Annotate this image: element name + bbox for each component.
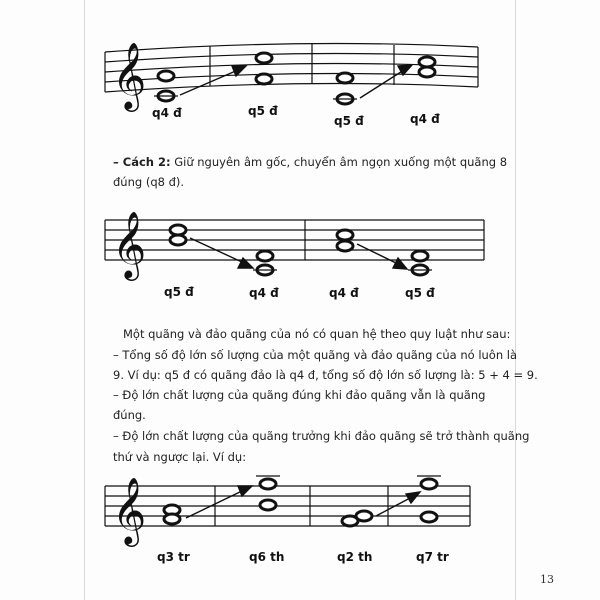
body-line: thứ và ngược lại. Ví dụ:	[113, 450, 247, 464]
note	[260, 500, 276, 510]
treble-clef-icon: 𝄞	[112, 210, 147, 278]
interval-label: q5 đ	[334, 114, 364, 128]
interval-label: q5 đ	[248, 104, 278, 118]
interval-label: q5 đ	[164, 285, 194, 299]
method2-text: Giữ nguyên âm gốc, chuyển âm ngọn xuống một quãng 8	[170, 155, 508, 169]
interval-label: q5 đ	[405, 286, 435, 300]
note	[260, 479, 276, 489]
body-line: – Tổng số độ lớn số lượng của một quãng và đảo quãng của nó luôn là	[113, 348, 518, 362]
interval-label: q4 đ	[249, 286, 279, 300]
method2-line2: đúng (q8 đ).	[113, 175, 185, 189]
body-line: 9. Ví dụ: q5 đ có quãng đảo là q4 đ, tổng số độ lớn số lượng là: 5 + 4 = 9.	[113, 368, 538, 382]
note	[164, 514, 180, 524]
interval-label: q4 đ	[329, 286, 359, 300]
treble-clef-icon: 𝄞	[112, 476, 147, 544]
body-line: Một quãng và đảo quãng của nó có quan hệ theo quy luật như sau:	[123, 327, 511, 341]
page-number: 13	[540, 573, 554, 586]
treble-clef-icon: 𝄞	[112, 41, 147, 109]
interval-label: q6 th	[249, 550, 285, 564]
method2-heading: – Cách 2:	[113, 155, 171, 169]
body-line: – Độ lớn chất lượng của quãng trưởng khi đảo quãng sẽ trở thành quãng	[113, 429, 530, 443]
interval-label: q3 tr	[157, 550, 190, 564]
arrow-icon	[406, 492, 420, 503]
interval-label: q4 đ	[410, 112, 440, 126]
interval-label: q4 đ	[152, 106, 182, 120]
interval-label: q7 tr	[416, 550, 449, 564]
arrow-icon	[238, 486, 252, 496]
note	[421, 512, 437, 522]
interval-label: q2 th	[337, 550, 373, 564]
body-line: – Độ lớn chất lượng của quãng đúng khi đảo quãng vẫn là quãng	[113, 388, 486, 402]
note	[421, 479, 437, 489]
body-line: đúng.	[113, 408, 146, 422]
note	[356, 511, 372, 521]
